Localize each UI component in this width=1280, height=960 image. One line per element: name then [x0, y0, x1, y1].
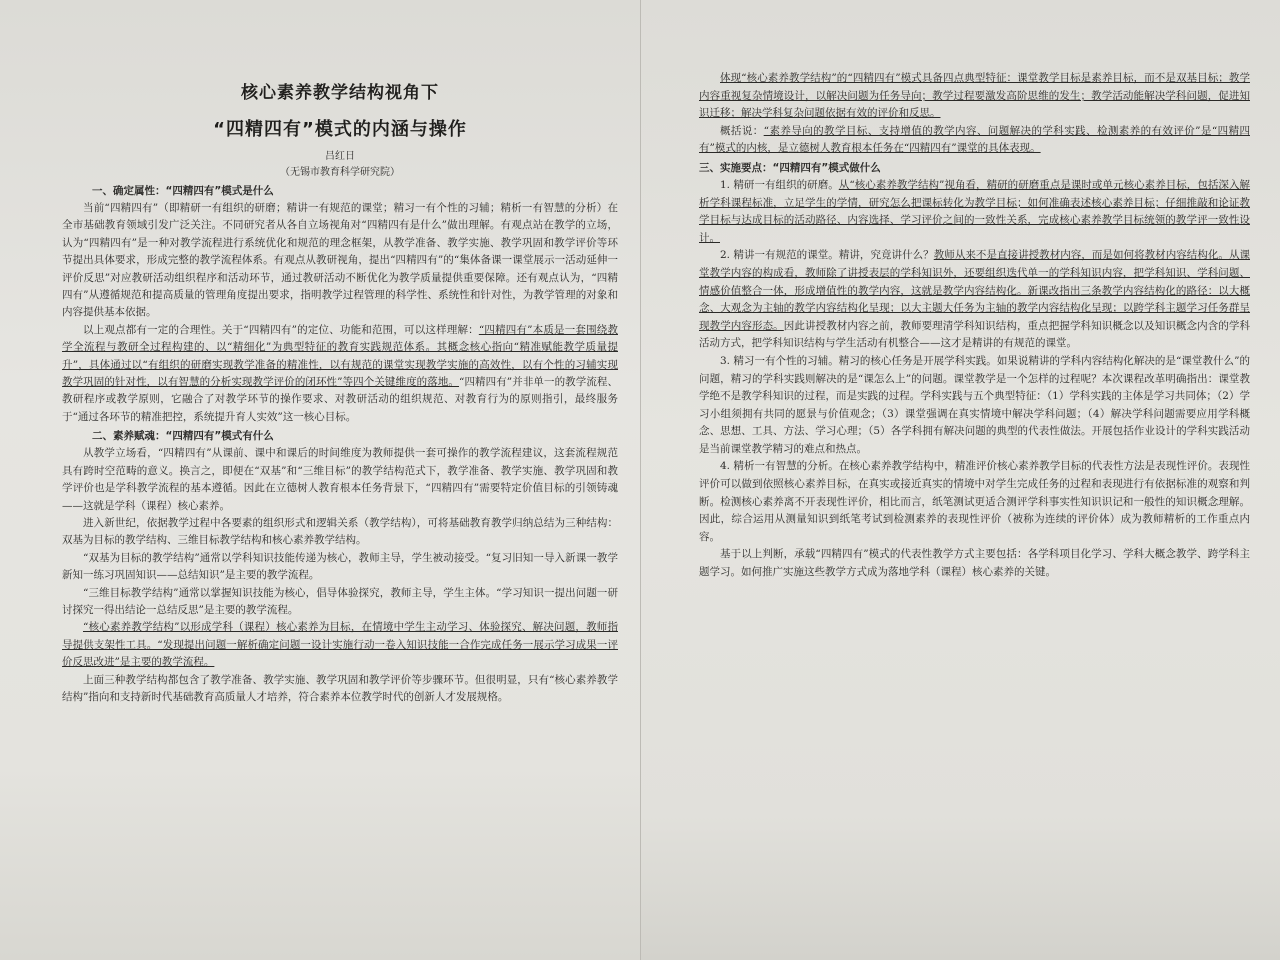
paragraph-r4	[699, 247, 1250, 353]
paragraph-1: 当前“四精四有”（即精研一有组织的研磨；精讲一有规范的课堂；精习一有个性的习辅；精析一有智慧的分析）在全市基础教育领域引发广泛关注。不同研究者从各自立场视角对“四精四有是什么”做出理解。有观点站在教学的立场，认为“四精四有”是一种对教学流程进行系统优化和规范的理念框架，从教学准备、教学实施、教学巩固和教学评价等环节提出具体要求，形成完整的教学流程体系。有观点从教研视角，提出“四精四有”的“集体备课一课堂展示一活动延伸一评价反思”对应教研活动组织程序和活动环节，通过教研活动不断优化为教学质量提供重要保障。还有观点认为，“四精四有”从遵循规范和提高质量的管理角度提出要求，指明教学过程管理的科学性、系统性和针对性，为教学管理的对象和内容提供基本依据。	[62, 202, 618, 319]
paragraph-7	[62, 619, 618, 671]
paragraph-2-text: 以上观点都有一定的合理性。关于“四精四有”的定位、功能和范围，可以这样理解：	[83, 323, 479, 336]
author-name: 吕红日	[325, 151, 355, 162]
section-heading-2: 二、素养赋魂：“四精四有”模式有什么	[92, 430, 274, 443]
paragraph-r2-underlined: “素养导向的教学目标、支持增值的教学内容、问题解决的学科实践、检测素养的有效评价”是“四精四有”模式的内核，是立德树人教育根本任务在“四精四有”课堂的具体表现。	[699, 124, 1250, 155]
right-page	[640, 0, 1280, 960]
paragraph-r1-underlined: 体现“核心素养教学结构”的“四精四有”模式具备四点典型特征：课堂教学目标是素养目标，而不是双基目标；教学内容重视复杂情境设计，以解决问题为任务导向；教学过程要激发高阶思维的发生；教学活动能解决学科问题，促进知识迁移；解决学科复杂问题依据有效的评价和反思。	[699, 72, 1250, 120]
paragraph-r1	[699, 70, 1250, 123]
paragraph-r3	[699, 177, 1250, 247]
paragraph-r3-underlined: 从“核心素养教学结构”视角看，精研的研磨重点是课时或单元核心素养目标，包括深入解析学科课程标准，立足学生的学情，研究怎么把课标转化为教学目标；如何准确表述核心素养目标；仔细推敲和论证教学目标与达成目标的活动路径、内容选择、学习评价之间的一致性关系，完成核心素养教学目标统领的教学评一致性设计。	[699, 178, 1251, 244]
paragraph-7-underlined: “核心素养教学结构”以形成学科（课程）核心素养为目标，在情境中学生主动学习、体验探究、解决问题，教师指导提供支架性工具。“发现提出问题一解析确定问题一设计实施行动一卷入知识技能一合作完成任务一展示学习成果一评价反思改进”是主要的教学流程。	[62, 621, 618, 669]
paragraph-5: “双基为目标的教学结构”通常以学科知识技能传递为核心，教师主导，学生被动接受。“复习旧知一导入新课一教学新知一练习巩固知识——总结知识”是主要的教学流程。	[62, 551, 618, 582]
paragraph-2-underlined: “四精四有”本质是一套围绕教学全流程与教研全过程构建的、以“精细化”为典型特征的教育实践规范体系。其概念核心指向“精准赋能教学质量提升”，具体通过以“有组织的研磨实现教学准备的精准性，以有规范的课堂实现教学实施的高效性，以有个性的习辅实现教学巩固的针对性，以有智慧的分析实现教学评价的闭环性”等四个关键维度的落地。	[62, 323, 618, 389]
author-affiliation: （无锡市教育科学研究院）	[280, 167, 400, 178]
paragraph-r4-underlined: 教师从来不是直接讲授教材内容，而是如何将教材内容结构化。从课堂教学内容的构成看，教师除了讲授表层的学科知识外，还要组织迭代单一的学科知识内容，把学科知识、学科问题、情感价值整合一体，形成增值性的教学内容，这就是教学内容结构化。新课改指出三条教学内容结构化的路径：以大概念、大观念为主轴的教学内容结构化呈现；以大主题大任务为主轴的教学内容结构化呈现；以跨学科主题学习任务群呈现教学内容形态。	[699, 249, 1250, 332]
paragraph-8: 上面三种教学结构都包含了教学准备、教学实施、教学巩固和教学评价等步骤环节。但很明显，只有“核心素养教学结构”指向和支持新时代基础教育高质量人才培养，符合素养本位教学时代的创新人才发展规格。	[62, 673, 618, 703]
article-title-line1: 核心素养教学结构视角下	[241, 83, 439, 103]
paragraph-3: 从教学立场看，“四精四有”从课前、课中和课后的时间维度为教师提供一套可操作的教学流程建议，这套流程规范具有跨时空范畴的意义。换言之，即便在“双基”和“三维目标”的教学结构范式下，教学准备、教学实施、教学巩固和教学评价也是学科教学流程的基本遵循。因此在立德树人教育根本任务背景下，“四精四有”需要特定价值目标的引领铸魂——这就是学科（课程）核心素养。	[62, 447, 618, 512]
paragraph-2-tail: “四精四有”并非单一的教学流程、教研程序或教学原则，它融合了对教学环节的操作要求、对教研活动的组织规范、对教育行为的原则指引，最终服务于“通过各环节的精准把控，系统提升育人实效”这一核心目标。	[62, 376, 618, 423]
section-heading-1: 一、确定属性：“四精四有”模式是什么	[92, 185, 274, 197]
section-heading-3: 三、实施要点：“四精四有”模式做什么	[699, 161, 881, 174]
paragraph-6: “三维目标教学结构”通常以掌握知识技能为核心，倡导体验探究，教师主导，学生主体。“学习知识一提出问题一研讨探究一得出结论一总结反思”是主要的教学流程。	[62, 586, 618, 616]
paragraph-r4-text: 2. 精讲一有规范的课堂。精讲，究竟讲什么？	[720, 249, 934, 262]
paragraph-r2-text: 概括说：	[720, 124, 764, 137]
paragraph-r4-tail: 因此讲授教材内容之前，教师要理清学科知识结构，重点把握学科知识概念以及知识概念内含的学科活动方式，把学科知识结构与学生活动有机整合——这才是精讲的有规范的课堂。	[699, 319, 1251, 350]
paragraph-4: 进入新世纪，依据教学过程中各要素的组织形式和逻辑关系（教学结构），可将基础教育教学归纳总结为三种结构：双基为目标的教学结构、三维目标教学结构和核心素养教学结构。	[62, 516, 618, 547]
paragraph-r5: 3. 精习一有个性的习辅。精习的核心任务是开展学科实践。如果说精讲的学科内容结构化解决的是“课堂教什么”的问题，精习的学科实践则解决的是“课怎么上”的问题。课堂教学是一个怎样的过程呢？本次课程改革明确指出：课堂教学绝不是教学科知识的过程，而是实践的过程。学科实践与五个典型特征：（1）学科实践的主体是学习共同体；（2）学习小组须拥有共同的愿景与价值观念；（3）课堂强调在真实情境中解决学科问题；（4）解决学科问题需要应用学科概念、思想、工具、方法、学习心理；（5）各学科拥有解决问题的典型的代表性做法。开展包括作业设计的学科实践活动是当前课堂教学精习的难点和热点。	[699, 354, 1250, 455]
paragraph-r2	[699, 123, 1250, 158]
paragraph-2	[62, 322, 618, 426]
paragraph-r7: 基于以上判断，承载“四精四有”模式的代表性教学方式主要包括：各学科项目化学习、学科大概念教学、跨学科主题学习。如何推广实施这些教学方式成为落地学科（课程）核心素养的关键。	[699, 548, 1250, 579]
article-title-line2: “四精四有”模式的内涵与操作	[213, 119, 467, 140]
paragraph-r6: 4. 精析一有智慧的分析。在核心素养教学结构中，精准评价核心素养教学目标的代表性方法是表现性评价。表现性评价可以做到依照核心素养目标，在真实或接近真实的情境中对学生完成任务的过程和表现进行有依据标准的观察和判断。检测核心素养离不开表现性评价，相比而言，纸笔测试更适合测评学科事实性知识识记和一般性的知识概念理解。因此，综合运用从测量知识到纸笔考试到检测素养的表现性评价（被称为连续的评价体）成为教师精析的工作重点内容。	[699, 460, 1250, 543]
paragraph-r3-text: 1. 精研一有组织的研磨。	[720, 178, 839, 191]
